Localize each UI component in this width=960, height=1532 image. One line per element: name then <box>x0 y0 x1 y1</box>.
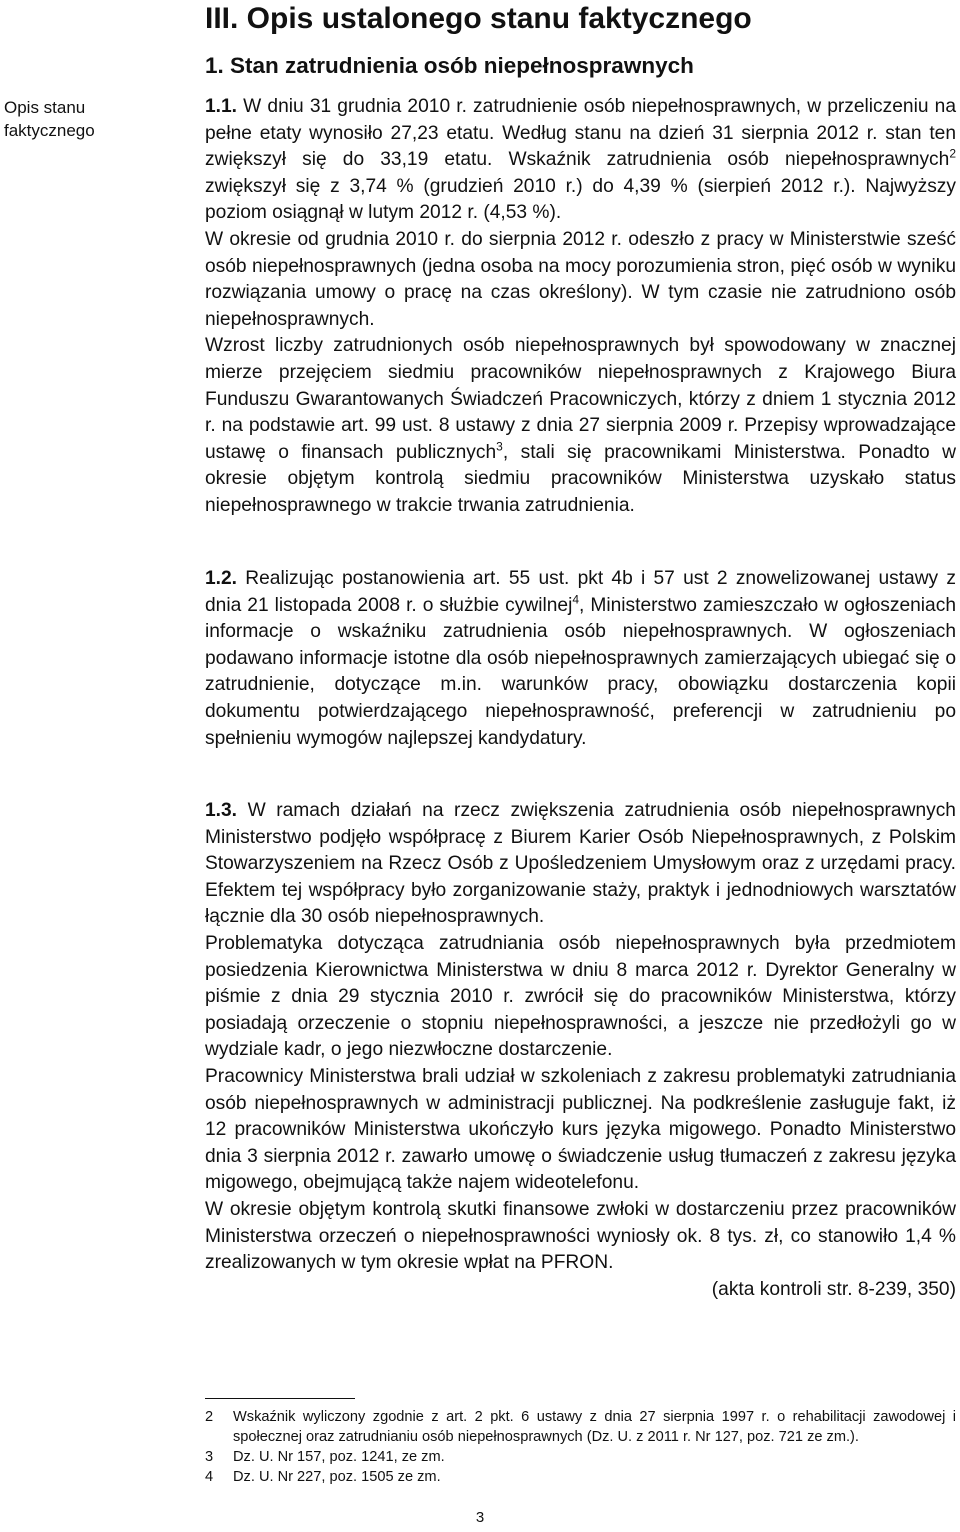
footnote-ref: 3 <box>496 439 503 454</box>
section-number: 1.1. <box>205 96 238 117</box>
section-number: 1.2. <box>205 568 238 589</box>
footnote-ref: 4 <box>572 592 580 607</box>
paragraph-text: , Ministerstwo zamieszczało w ogłoszeniach informacje o wskaźniku zatrudnienia osób niepełnosprawnych. W ogłoszeniach podawano informacje istotne dla osób niepełnosprawnych zamierzających ubiegać się o zatrudnienie, dotyczące m.in. warunków pracy, obowiązku dostarczenia kopii dokumentu potwierdzającego niepełnosprawność, preferencji w zatrudnieniu po spełnieniu wymogów najlepszej kandydatury. <box>205 594 956 749</box>
paragraph <box>205 94 956 227</box>
paragraph-text: W dniu 31 grudnia 2010 r. zatrudnienie osób niepełnosprawnych, w przeliczeniu na pełne etaty wynosiło 27,23 etatu. Według stanu na dzień 31 sierpnia 2012 r. stan ten zwiększył się do 33,19 etatu. Wskaźnik zatrudnienia osób niepełnosprawnych <box>205 96 956 171</box>
footnote-text: Dz. U. Nr 227, poz. 1505 ze zm. <box>233 1469 441 1485</box>
paragraph-text: Wzrost liczby zatrudnionych osób niepełnosprawnych był spowodowany w znacznej mierze przejęciem siedmiu pracowników niepełnosprawnych z Krajowego Biura Funduszu Gwarantowanych Świadczeń Pracowniczych, którzy z dniem 1 stycznia 2012 r. na podstawie art. 99 ust. 8 ustawy z dnia 27 sierpnia 2009 r. Przepisy wprowadzające ustawę o finansach publicznych <box>205 335 956 463</box>
subsection-heading: 1. Stan zatrudnienia osób niepełnosprawnych <box>205 53 694 78</box>
footnote-ref: 2 <box>949 146 956 161</box>
section-number: 1.3. <box>205 800 238 821</box>
section-1-2 <box>205 566 956 752</box>
section-1-1 <box>205 94 956 520</box>
page-number: 3 <box>475 1509 485 1526</box>
paragraph <box>205 566 956 752</box>
reference-note: (akta kontroli str. 8-239, 350) <box>711 1278 956 1300</box>
footnote <box>205 1407 956 1447</box>
paragraph <box>205 798 956 931</box>
footnotes <box>205 1407 956 1487</box>
footnote <box>205 1467 956 1487</box>
footnote-number: 4 <box>205 1469 214 1485</box>
paragraph: W okresie objętym kontrolą skutki finansowe zwłoki w dostarczeniu przez pracowników Ministerstwa orzeczeń o niepełnosprawności wyniosły ok. 8 tys. zł, co stanowiło 1,4 % zrealizowanych w tym okresie wpłat na PFRON. <box>205 1198 956 1274</box>
paragraph: Problematyka dotycząca zatrudniania osób niepełnosprawnych była przedmiotem posiedzenia Kierownictwa Ministerstwa w dniu 8 marca 2012 r. Dyrektor Generalny w piśmie z dnia 29 stycznia 2010 r. zwrócił się do pracowników Ministerstwa, którzy posiadają orzeczenie o stopniu niepełnosprawności, a jeszcze nie przedłożyli go w wydziale kadr, o jego niezwłoczne dostarczenie. <box>205 932 956 1061</box>
paragraph-text: Realizując postanowienia art. 55 ust. pkt 4b i 57 ust 2 znowelizowanej ustawy z dnia 21 listopada 2008 r. o służbie cywilnej <box>205 568 956 616</box>
footnote <box>205 1447 956 1467</box>
section-heading: III. Opis ustalonego stanu faktycznego <box>205 2 752 35</box>
margin-note: Opis stanu faktycznego <box>4 98 95 140</box>
footnote-number: 3 <box>205 1449 214 1465</box>
paragraph: Pracownicy Ministerstwa brali udział w szkoleniach z zakresu problematyki zatrudniania osób niepełnosprawnych w administracji publicznej. Na podkreślenie zasługuje fakt, iż 12 pracowników Ministerstwa ukończyło kurs języka migowego. Ponadto Ministerstwo dnia 3 sierpnia 2012 r. zawarło umowę o świadczenie usług tłumaczeń z zakresu języka migowego, obejmującą także najem wideotelefonu. <box>205 1065 956 1194</box>
section-1-3 <box>205 798 956 1303</box>
paragraph <box>205 333 956 519</box>
footnote-text: Dz. U. Nr 157, poz. 1241, ze zm. <box>233 1449 445 1465</box>
paragraph-text: W ramach działań na rzecz zwiększenia zatrudnienia osób niepełnosprawnych Ministerstwo podjęło współpracę z Biurem Karier Osób Niepełnosprawnych, z Polskim Stowarzyszeniem na Rzecz Osób z Upośledzeniem Umysłowym oraz z urzędami pracy. Efektem tej współpracy było zorganizowanie staży, praktyk i jednodniowych warsztatów łącznie dla 30 osób niepełnosprawnych. <box>205 800 956 928</box>
footnote-text: Wskaźnik wyliczony zgodnie z art. 2 pkt. 6 ustawy z dnia 27 sierpnia 1997 r. o rehabilitacji zawodowej i społecznej oraz zatrudnianiu osób niepełnosprawnych (Dz. U. z 2011 r. Nr 127, poz. 721 ze zm.). <box>233 1409 956 1445</box>
paragraph: W okresie od grudnia 2010 r. do sierpnia 2012 r. odeszło z pracy w Ministerstwie sześć osób niepełnosprawnych (jedna osoba na mocy porozumienia stron, pięć osób w wyniku rozwiązania umowy o pracę na czas określony). W tym czasie nie zatrudniono osób niepełnosprawnych. <box>205 228 956 330</box>
paragraph-text: , stali się pracownikami Ministerstwa. Ponadto w okresie objętym kontrolą siedmiu pracowników Ministerstwa uzyskało status niepełnosprawnego w trakcie trwania zatrudnienia. <box>205 441 956 516</box>
paragraph-text: zwiększył się z 3,74 % (grudzień 2010 r.) do 4,39 % (sierpień 2012 r.). Najwyższy poziom osiągnął w lutym 2012 r. (4,53 %). <box>205 175 956 224</box>
footnote-divider <box>205 1398 355 1399</box>
footnote-number: 2 <box>205 1409 214 1425</box>
